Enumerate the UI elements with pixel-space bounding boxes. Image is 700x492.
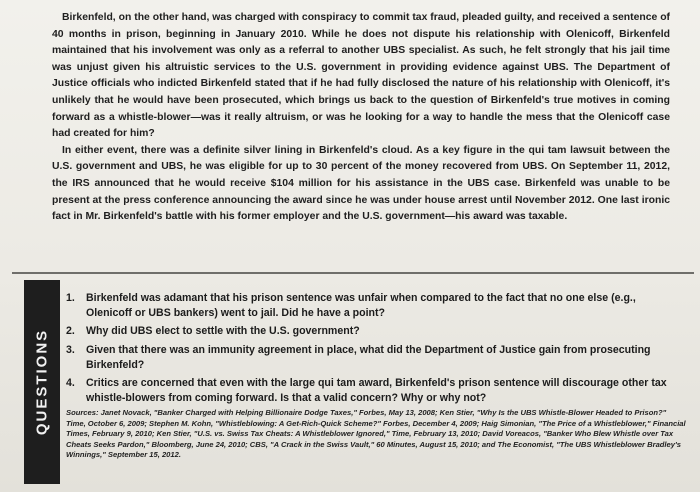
question-list xyxy=(66,291,678,409)
question-text: Critics are concerned that even with the large qui tam award, Birkenfeld's prison sentence will discourage other tax whistle-blowers from coming forward. Is that a valid concern? Why or why not? xyxy=(86,377,667,405)
paragraph-1: Birkenfeld, on the other hand, was charged with conspiracy to commit tax fraud, pleaded guilty, and received a sentence of 40 months in prison, beginning in January 2010. While he does not dispute his relationship with Olenicoff, Birkenfeld maintained that his involvement was only as a referral to another UBS specialist. As such, he felt strongly that his jail time was unjust given his altruistic services to the U.S. government in providing evidence against UBS. The Department of Justice officials who indicted Birkenfeld stated that if he had fully disclosed the nature of his relationship with Olenicoff, it's unlikely that he would have been prosecuted, which brings us back to the question of Birkenfeld's true motives in coming forward as a whistle-blower—was it really altruism, or was he looking for a way to handle the mess that the Olenicoff case had created for him? xyxy=(52,12,670,140)
question-text: Birkenfeld was adamant that his prison sentence was unfair when compared to the fact that no one else (e.g., Olenicoff or UBS bankers) went to jail. Did he have a point? xyxy=(86,292,636,320)
question-item xyxy=(66,324,678,339)
question-item xyxy=(66,343,678,373)
questions-section-label: QUESTIONS xyxy=(33,328,51,436)
question-text: Given that there was an immunity agreement in place, what did the Department of Justice gain from prosecuting Birkenfeld? xyxy=(86,343,651,371)
question-number: 4. xyxy=(66,377,75,390)
paragraph-2: In either event, there was a definite silver lining in Birkenfeld's cloud. As a key figure in the qui tam lawsuit between the U.S. government and UBS, he was eligible for up to 30 percent of the money recovered from UBS. On September 11, 2012, the IRS announced that he would receive $104 million for his assistance in the UBS case. Birkenfeld was unable to be present at the press conference announcing the award since he was under house arrest until November 2012. One last ironic fact in Mr. Birkenfeld's battle with his former employer and the U.S. government—his award was taxable. xyxy=(52,144,670,223)
sources-citation: Sources: Janet Novack, "Banker Charged with Helping Billionaire Dodge Taxes," Forbes, May 13, 2008; Ken Stier, "Why Is the UBS Whistle-Blower Headed to Prison?" Time, October 6, 2009; Stephen M. Kohn, "Whistleblowing: A Get-Rich-Quick Scheme?" Forbes, December 4, 2009; Haig Simonian, "The Price of a Whistleblower," Financial Times, February 9, 2010; Ken Stier, "U.S. vs. Swiss Tax Cheats: A Whistleblower Ignored," Time, February 13, 2010; David Voreacos, "Banker Who Blew Whistle over Tax Cheats Seeks Pardon," Bloomberg, June 24, 2010; CBS, "A Crack in the Swiss Vault," 60 Minutes, August 15, 2010; and The Economist, "The UBS Whistleblower Bradley's Winnings," September 15, 2012. xyxy=(66,408,686,460)
section-divider xyxy=(12,272,694,274)
question-number: 3. xyxy=(66,343,75,356)
question-item xyxy=(66,376,678,406)
question-number: 1. xyxy=(66,292,75,304)
question-item xyxy=(66,291,678,321)
question-number: 2. xyxy=(66,325,75,338)
case-body-text xyxy=(52,10,670,226)
question-text: Why did UBS elect to settle with the U.S. government? xyxy=(86,325,360,338)
